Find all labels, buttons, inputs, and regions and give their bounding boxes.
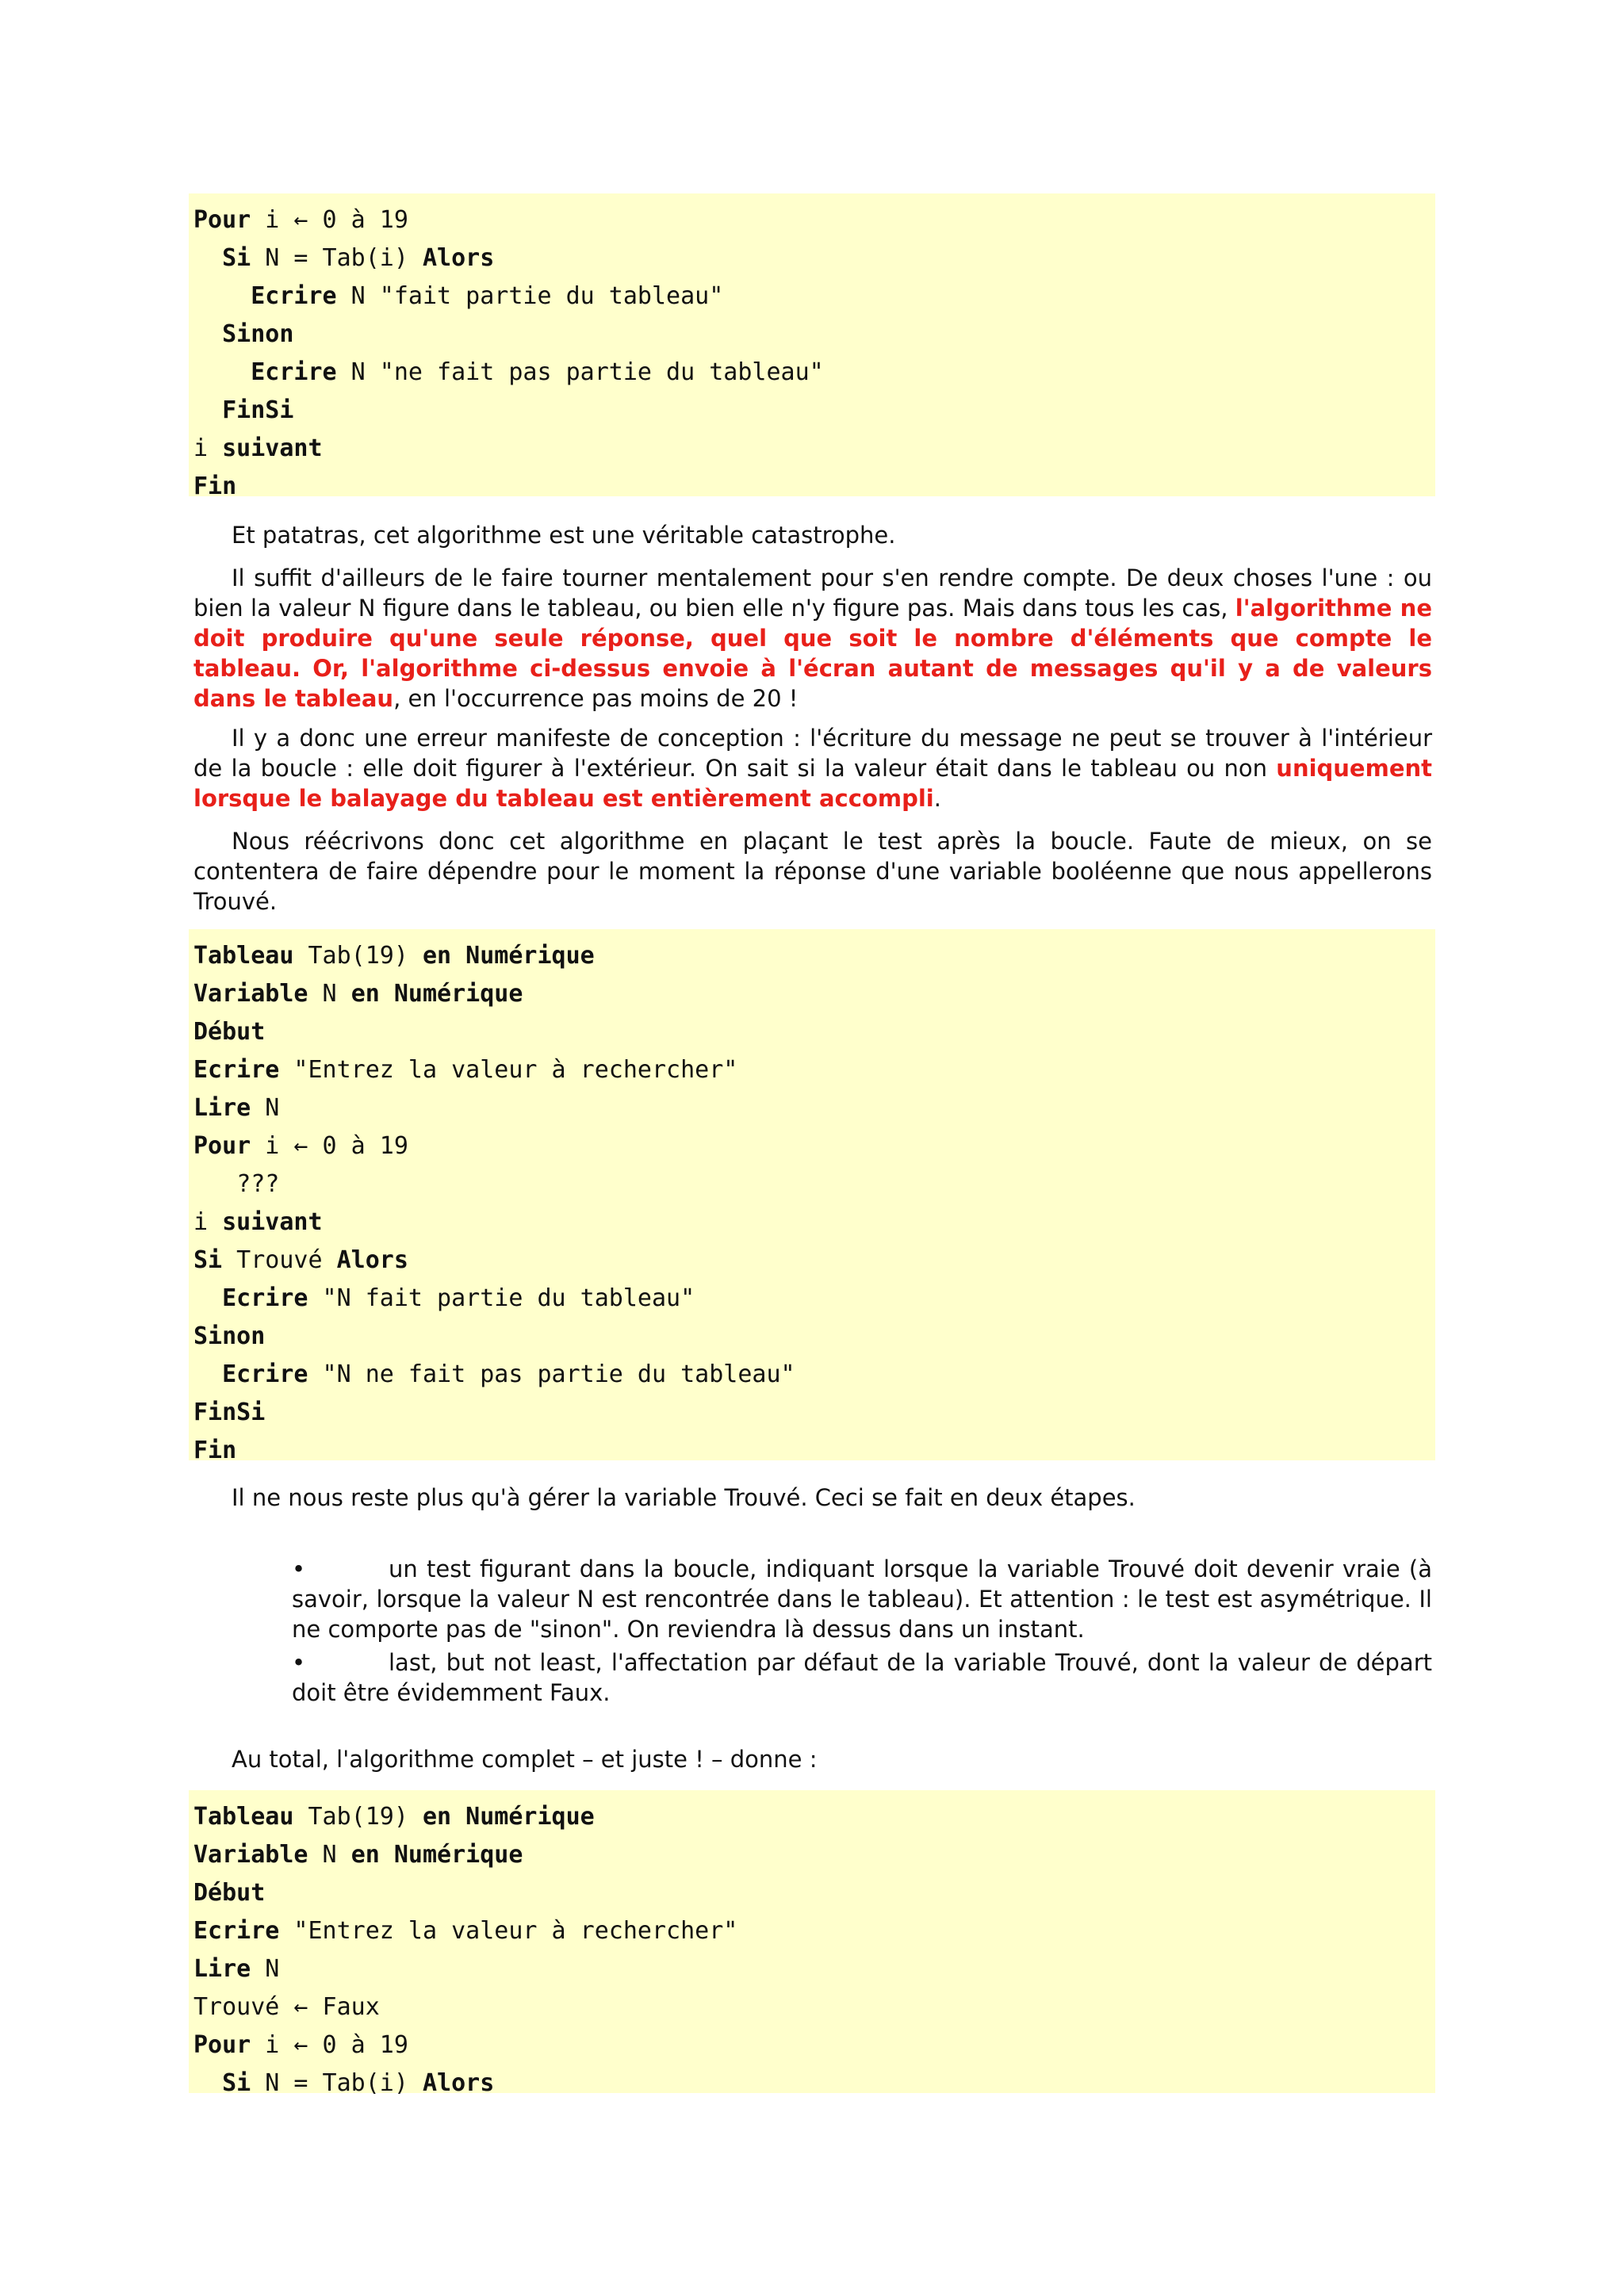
code-token: i ← 0 à 19 <box>251 1132 408 1160</box>
code-keyword: Variable <box>193 1841 308 1869</box>
code-line <box>193 1874 1435 1912</box>
code-token: N <box>308 980 351 1008</box>
code-indent <box>193 244 222 272</box>
code-indent <box>193 282 251 310</box>
code-line <box>193 1089 1435 1127</box>
code-indent <box>193 358 251 386</box>
code-line <box>193 392 1435 430</box>
code-line <box>193 277 1435 316</box>
code-keyword: Fin <box>193 1437 237 1464</box>
code-block-algorithm-final <box>189 1790 1435 2097</box>
code-line <box>193 354 1435 392</box>
code-indent <box>193 1360 222 1388</box>
code-line <box>193 1836 1435 1874</box>
paragraph-text: Au total, l'algorithme complet – et juste ! – donne : <box>232 1746 818 1773</box>
code-keyword: Tableau <box>193 942 294 970</box>
code-token: N <box>251 1094 280 1122</box>
code-line <box>193 937 1435 975</box>
bullet-icon: • <box>292 1649 306 1676</box>
paragraph-text: Il y a donc une erreur manifeste de conception : l'écriture du message ne peut se trouver à l'intérieur de la boucle : elle doit figurer à l'extérieur. On sait si la valeur était dans le tableau ou non <box>193 725 1432 782</box>
paragraph-explanation <box>193 563 1432 714</box>
code-token: i ← 0 à 19 <box>251 206 408 234</box>
code-line <box>193 1432 1435 1470</box>
code-line <box>193 2064 1435 2103</box>
code-keyword: Lire <box>193 1955 251 1983</box>
code-token: N <box>308 1841 351 1869</box>
paragraph-complete-algorithm <box>193 1744 1432 1774</box>
paragraph-text: Et patatras, cet algorithme est une véritable catastrophe. <box>232 522 896 549</box>
code-token: Tab(19) <box>293 1803 423 1831</box>
code-line <box>193 2026 1435 2064</box>
code-line <box>193 1203 1435 1242</box>
code-keyword: Si <box>222 2069 251 2097</box>
code-keyword: en Numérique <box>350 980 523 1008</box>
code-token: "Entrez la valeur à rechercher" <box>279 1056 738 1084</box>
code-keyword: Pour <box>193 206 251 234</box>
paragraph-text: Il suffit d'ailleurs de le faire tourner mentalement pour s'en rendre compte. De deux choses l'une : ou bien la valeur N figure dans le tableau, ou bien elle n'y figure pas. Mais dans tous les cas, <box>193 564 1432 622</box>
code-indent <box>193 1170 236 1198</box>
code-keyword: Pour <box>193 2031 251 2059</box>
code-line <box>193 1798 1435 1836</box>
code-keyword: Ecrire <box>251 282 337 310</box>
list-item-text: last, but not least, l'affectation par défaut de la variable Trouvé, dont la valeur de départ doit être évidemment Faux. <box>292 1649 1432 1706</box>
code-line <box>193 430 1435 468</box>
code-keyword: Si <box>222 244 251 272</box>
code-keyword: suivant <box>222 1208 323 1236</box>
paragraph-text: . <box>933 785 941 812</box>
code-token: "Entrez la valeur à rechercher" <box>279 1917 738 1945</box>
paragraph-rewrite <box>193 826 1432 916</box>
code-block-algorithm-draft <box>189 929 1435 1464</box>
bullet-icon: • <box>292 1556 306 1582</box>
code-line <box>193 975 1435 1013</box>
code-keyword: Variable <box>193 980 308 1008</box>
code-line <box>193 1242 1435 1280</box>
code-token: Trouvé <box>222 1246 337 1274</box>
paragraph-design-error <box>193 723 1432 813</box>
code-keyword: FinSi <box>222 396 294 424</box>
code-keyword: en Numérique <box>350 1841 523 1869</box>
code-line <box>193 1394 1435 1432</box>
code-keyword: Fin <box>193 473 237 500</box>
code-line <box>193 1051 1435 1089</box>
code-line <box>193 1127 1435 1165</box>
code-token: Tab(19) <box>293 942 423 970</box>
list-item-text: un test figurant dans la boucle, indiquant lorsque la variable Trouvé doit devenir vraie (à savoir, lorsque la valeur N est rencontrée dans le tableau). Et attention : le test est asymétrique. Il ne comporte pas de "sinon". On reviendra là dessus dans un instant. <box>292 1556 1432 1643</box>
highlighted-text: l'algorithme ne doit produire qu'une seule réponse, quel que soit le nombre d'éléments que compte le tableau. Or, l'algorithme ci-dessus envoie à l'écran autant de messages qu'il y a de valeurs dans le tableau <box>193 595 1432 712</box>
code-keyword: Ecrire <box>222 1284 308 1312</box>
code-token: N = Tab(i) <box>251 244 423 272</box>
code-line <box>193 316 1435 354</box>
code-token: i <box>193 434 223 462</box>
paragraph-text: , en l'occurrence pas moins de 20 ! <box>393 685 799 712</box>
paragraph-manage-variable <box>193 1483 1432 1513</box>
code-token: Trouvé ← Faux <box>193 1993 380 2021</box>
paragraph-text: Nous réécrivons donc cet algorithme en plaçant le test après la boucle. Faute de mieux, on se contentera de faire dépendre pour le moment la réponse d'une variable booléenne que nous appellerons Trouvé. <box>193 828 1432 915</box>
code-token: N <box>251 1955 280 1983</box>
list-item <box>292 1554 1432 1644</box>
code-keyword: FinSi <box>193 1399 266 1426</box>
code-token: N "fait partie du tableau" <box>336 282 724 310</box>
code-line <box>193 1950 1435 1988</box>
code-keyword: Sinon <box>193 1322 266 1350</box>
code-token: N "ne fait pas partie du tableau" <box>336 358 824 386</box>
code-keyword: Alors <box>423 2069 495 2097</box>
paragraph-text: Il ne nous reste plus qu'à gérer la variable Trouvé. Ceci se fait en deux étapes. <box>232 1484 1136 1511</box>
code-line <box>193 201 1435 239</box>
code-line <box>193 239 1435 277</box>
code-token: "N ne fait pas partie du tableau" <box>308 1360 795 1388</box>
code-keyword: en Numérique <box>423 1803 595 1831</box>
paragraph-catastrophe <box>193 520 1432 550</box>
code-line <box>193 1356 1435 1394</box>
code-keyword: suivant <box>222 434 323 462</box>
code-block-search-loop <box>189 193 1435 500</box>
code-line <box>193 1165 1435 1203</box>
highlighted-text: uniquement lorsque le balayage du tableau est entièrement accompli <box>193 755 1432 812</box>
code-keyword: Ecrire <box>193 1917 280 1945</box>
code-keyword: Ecrire <box>251 358 337 386</box>
code-token: i <box>193 1208 223 1236</box>
code-keyword: Tableau <box>193 1803 294 1831</box>
code-indent <box>193 396 222 424</box>
code-line <box>193 1912 1435 1950</box>
code-token: i ← 0 à 19 <box>251 2031 408 2059</box>
bullet-list <box>292 1554 1432 1711</box>
list-item <box>292 1647 1432 1708</box>
code-keyword: Ecrire <box>222 1360 308 1388</box>
code-indent <box>193 1284 222 1312</box>
code-keyword: en Numérique <box>423 942 595 970</box>
code-indent <box>193 320 222 348</box>
code-keyword: Ecrire <box>193 1056 280 1084</box>
code-indent <box>193 2069 222 2097</box>
code-line <box>193 1318 1435 1356</box>
code-keyword: Début <box>193 1018 266 1046</box>
code-line <box>193 1280 1435 1318</box>
code-line <box>193 468 1435 506</box>
code-line <box>193 1013 1435 1051</box>
code-keyword: Lire <box>193 1094 251 1122</box>
code-keyword: Si <box>193 1246 223 1274</box>
code-keyword: Pour <box>193 1132 251 1160</box>
code-keyword: Alors <box>423 244 495 272</box>
code-keyword: Alors <box>336 1246 408 1274</box>
code-token: "N fait partie du tableau" <box>308 1284 695 1312</box>
code-token: N = Tab(i) <box>251 2069 423 2097</box>
code-token: ??? <box>236 1170 280 1198</box>
code-keyword: Début <box>193 1879 266 1907</box>
code-keyword: Sinon <box>222 320 294 348</box>
code-line <box>193 1988 1435 2026</box>
